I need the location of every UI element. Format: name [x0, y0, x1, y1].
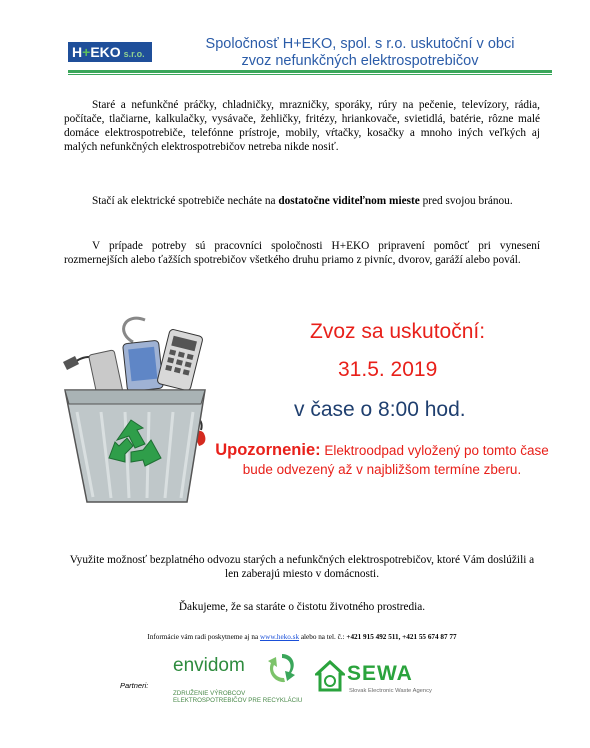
page-title-line2: zvoz nefunkčných elektrospotrebičov: [241, 53, 479, 69]
paragraph-placement-start: Stačí ak elektrické spotrebiče necháte na: [92, 195, 279, 207]
partners-label: Partneri:: [120, 681, 149, 690]
logo-h: H: [72, 44, 83, 60]
heko-logo: [68, 42, 152, 62]
warning-text: Elektroodpad vyložený po tomto čase bude odvezený až v najbližšom termíne zberu.: [242, 443, 549, 477]
header-divider: [68, 70, 552, 73]
collection-date: 31.5. 2019: [338, 358, 438, 381]
envidom-subtitle-line2: ELEKTROSPOTREBIČOV PRE RECYKLÁCIU: [173, 697, 303, 704]
envidom-subtitle-line1: ZDRUŽENIE VÝROBCOV: [173, 690, 246, 697]
collection-time: v čase o 8:00 hod.: [294, 398, 466, 421]
website-link[interactable]: www.heko.sk: [259, 633, 300, 641]
envidom-logo: [173, 651, 303, 711]
paragraph-appliances: Staré a nefunkčné práčky, chladničky, mrazničky, sporáky, rúry na pečenie, televízory, rádia, počítače, tlačiarne, kalkulačky, vysávače, žehličky, fritézy, hriankovače, svietidlá, batérie, rôzne malé domáce elektrospotrebiče, telefónne prístroje, mobily, vŕtačky, kosačky a mnoho iných veľkých aj malých nefunkčných elektrospotrebičov netreba nikde nosiť.: [64, 99, 540, 153]
warning-label: Upozornenie:: [215, 441, 321, 459]
logo-eko: EKO: [90, 44, 121, 60]
envidom-name: envidom: [173, 655, 245, 676]
collection-heading: Zvoz sa uskutoční:: [310, 320, 486, 343]
sewa-name: SEWA: [347, 662, 413, 685]
sewa-subtitle: Slovak Electronic Waste Agency: [349, 688, 432, 694]
paragraph-placement-bold: dostatočne viditeľnom mieste: [278, 195, 420, 207]
sewa-logo: [315, 658, 435, 708]
envidom-subtitle: [173, 690, 302, 704]
paragraph-placement: [64, 194, 540, 208]
warning-notice: [213, 441, 551, 479]
paragraph-assistance: V prípade potreby sú pracovníci spoločnosti H+EKO pripravení pomôcť pri vynesení rozmernejších alebo ťažších spotrebičov všetkého druhu priamo z pivníc, dvorov, garáží alebo povál.: [64, 240, 540, 266]
paragraph-free-pickup: Využite možnosť bezplatného odvozu starých a nefunkčných elektrospotrebičov, ktoré Vám doslúžili a len zaberajú miesto v domácnosti.: [69, 554, 535, 580]
phone-numbers: +421 915 492 511, +421 55 674 87 77: [346, 633, 457, 641]
contact-info: [64, 633, 540, 641]
contact-info-start: Informácie vám radi poskytneme aj na: [147, 633, 260, 641]
header-divider-thin: [68, 74, 552, 75]
paragraph-placement-end: pred svojou bránou.: [419, 195, 513, 207]
envidom-swirl-icon: [265, 651, 299, 685]
sewa-house-icon: [315, 660, 345, 692]
page-title-line1: Spoločnosť H+EKO, spol. s r.o. uskutoční v obci: [205, 36, 515, 52]
logo-suffix: s.r.o.: [123, 49, 145, 59]
thanks-text: Ďakujeme, že sa staráte o čistotu životného prostredia.: [178, 601, 426, 613]
recycling-bin-icon: [55, 312, 215, 512]
logo-plus: +: [82, 44, 91, 60]
contact-info-mid: alebo na tel. č.:: [299, 633, 347, 641]
